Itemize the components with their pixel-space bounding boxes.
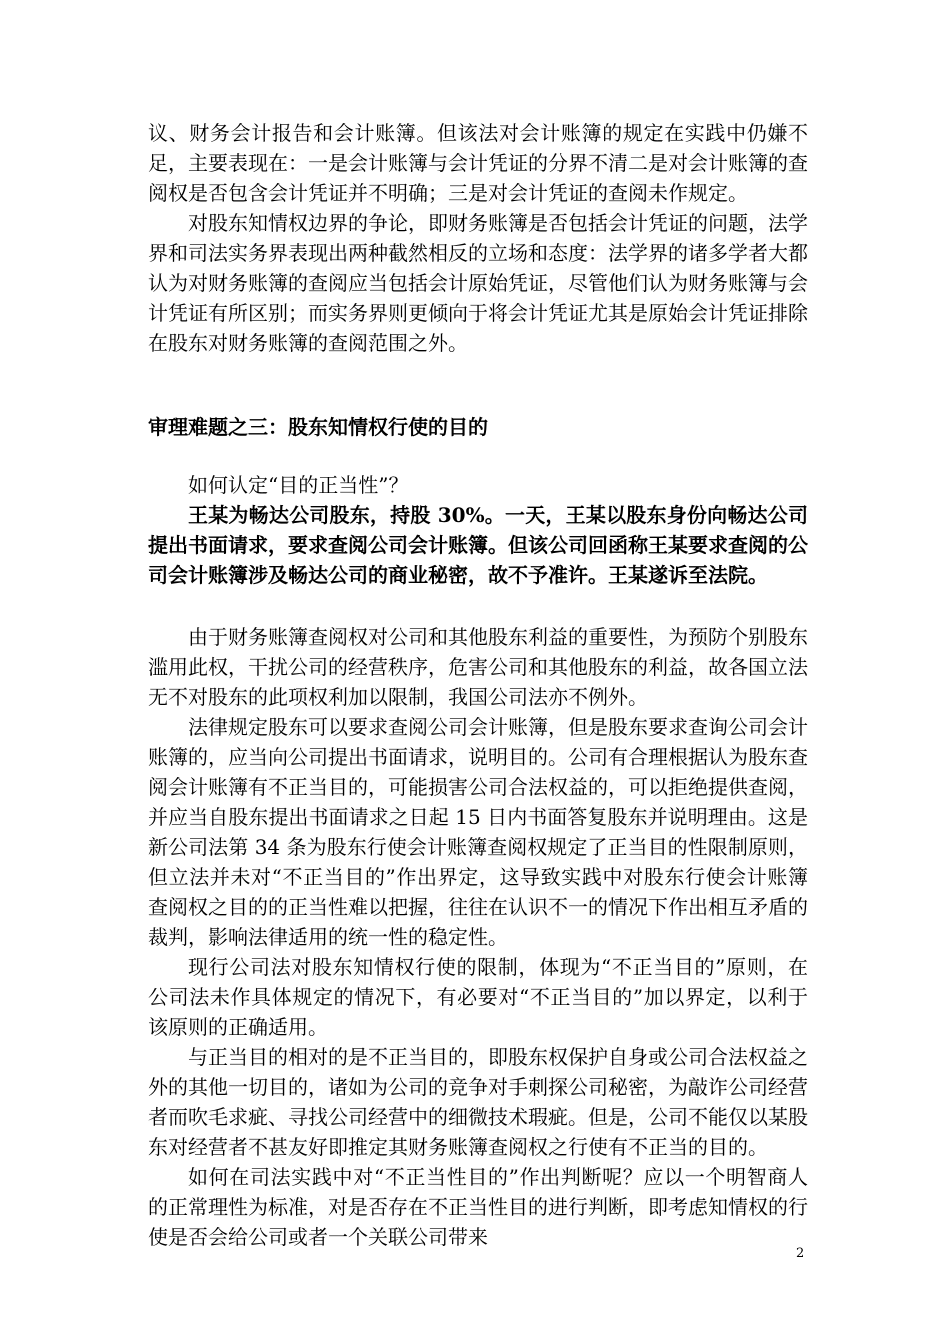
- question-line: 如何认定“目的正当性”？: [188, 473, 409, 497]
- page-content: [148, 118, 808, 1252]
- spacer: [148, 590, 808, 622]
- spacer: [148, 442, 808, 470]
- page-number: 2: [796, 1246, 805, 1261]
- body-paragraph-4: 与正当目的相对的是不正当目的，即股东权保护自身或公司合法权益之外的其他一切目的，诸如为公司的竞争对手刺探公司秘密，为敲诈公司经营者而吹毛求疵、寻找公司经营中的细微技术瑕疵。但是，公司不能仅以某股东对经营者不甚友好即推定其财务账簿查阅权之行使有不正当的目的。: [148, 1045, 808, 1159]
- body-paragraph-5: 如何在司法实践中对“不正当性目的”作出判断呢？应以一个明智商人的正常理性为标准，对是否存在不正当性目的进行判断，即考虑知情权的行使是否会给公司或者一个关联公司带来: [148, 1165, 808, 1249]
- body-paragraph-3: 现行公司法对股东知情权行使的限制，体现为“不正当目的”原则，在公司法未作具体规定的情况下，有必要对“不正当目的”加以界定，以利于该原则的正确适用。: [148, 955, 808, 1039]
- section-heading: 审理难题之三：股东知情权行使的目的: [148, 415, 488, 439]
- body-paragraph-1: 由于财务账簿查阅权对公司和其他股东利益的重要性，为预防个别股东滥用此权，干扰公司的经营秩序，危害公司和其他股东的利益，故各国立法无不对股东的此项权利加以限制，我国公司法亦不例外。: [148, 625, 808, 709]
- case-description: 王某为畅达公司股东，持股 30%。一天，王某以股东身份向畅达公司提出书面请求，要求查阅公司会计账簿。但该公司回函称王某要求查阅的公司会计账簿涉及畅达公司的商业秘密，故不予准许。王某遂诉至法院。: [148, 503, 808, 587]
- paragraph-boundary-dispute: 对股东知情权边界的争论，即财务账簿是否包括会计凭证的问题，法学界和司法实务界表现出两种截然相反的立场和态度：法学界的诸多学者大都认为对财务账簿的查阅应当包括会计原始凭证，尽管他们认为财务账簿与会计凭证有所区别；而实务界则更倾向于将会计凭证尤其是原始会计凭证排除在股东对财务账簿的查阅范围之外。: [148, 211, 808, 355]
- spacer: [148, 358, 808, 412]
- paragraph-continued: 议、财务会计报告和会计账簿。但该法对会计账簿的规定在实践中仍嫌不足，主要表现在：一是会计账簿与会计凭证的分界不清二是对会计账簿的查阅权是否包含会计凭证并不明确；三是对会计凭证的查阅未作规定。: [148, 121, 808, 205]
- body-paragraph-2: 法律规定股东可以要求查阅公司会计账簿，但是股东要求查询公司会计账簿的，应当向公司提出书面请求，说明目的。公司有合理根据认为股东查阅会计账簿有不正当目的，可能损害公司合法权益的，可以拒绝提供查阅，并应当自股东提出书面请求之日起 15 日内书面答复股东并说明理由。这是新公司法第 34 条为股东行使会计账簿查阅权规定了正当目的性限制原则，但立法并未对“不正当目的”作出界定，这导致实践中对股东行使会计账簿查阅权之目的的正当性难以把握，往往在认识不一的情况下作出相互矛盾的裁判，影响法律适用的统一性的稳定性。: [148, 715, 808, 949]
